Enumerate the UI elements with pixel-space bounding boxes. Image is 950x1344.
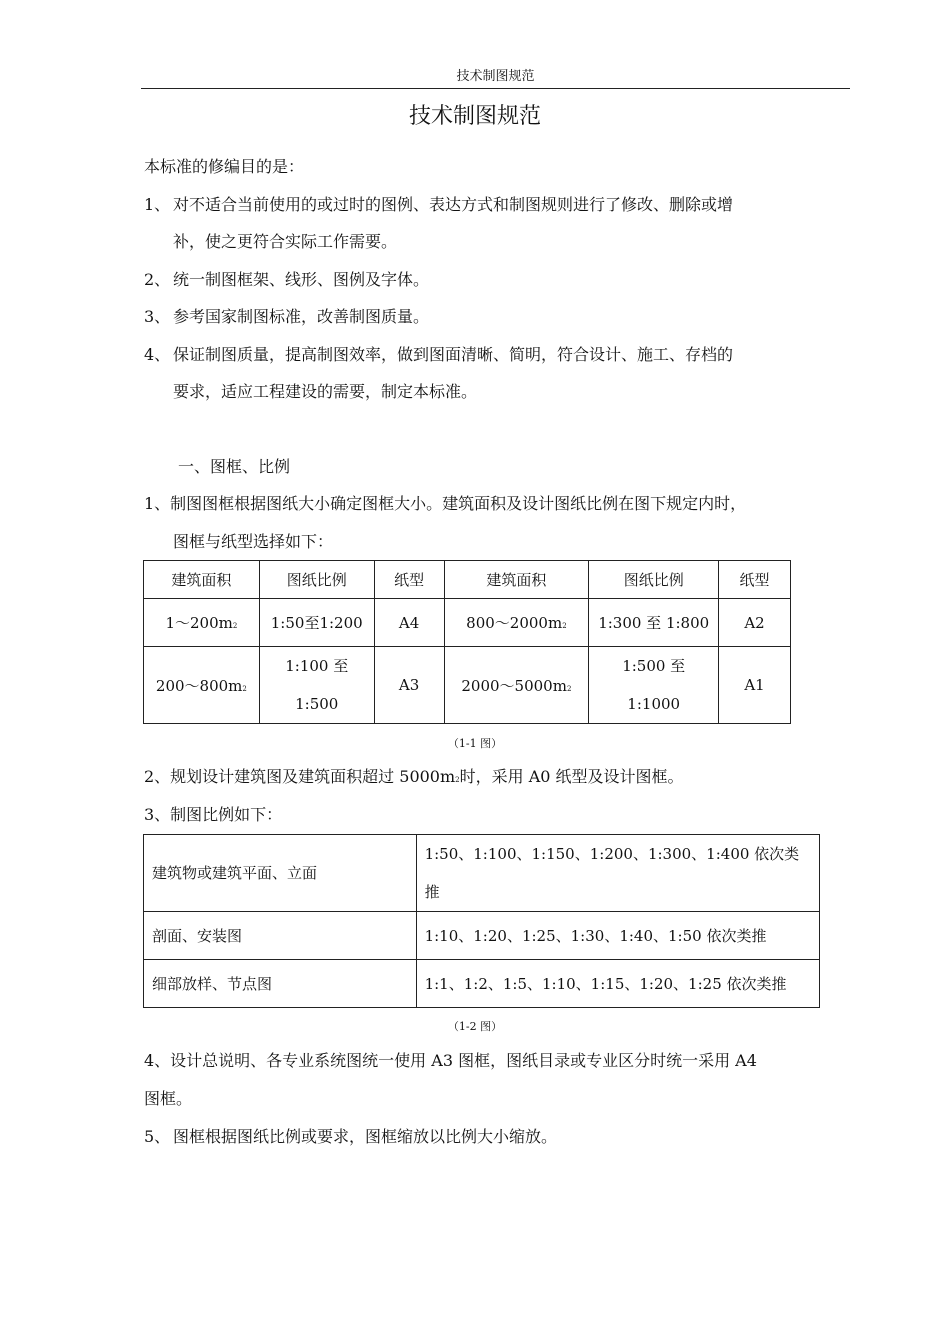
table-cell: 1:50至1:200	[259, 599, 374, 647]
item-4-cont: 图框。	[144, 1089, 193, 1108]
table-row	[144, 960, 820, 1008]
table-cell	[259, 647, 374, 724]
item-1: 1、制图图框根据图纸大小确定图框大小。建筑面积及设计图纸比例在图下规定内时，	[144, 494, 747, 513]
item-2-text: 时，采用 A0 纸型及设计图框。	[459, 767, 684, 786]
col-header: 纸型	[719, 561, 791, 599]
item-5-text: 图框根据图纸比例或要求，图框缩放以比例大小缩放。	[173, 1127, 558, 1146]
row-label: 建筑物或建筑平面、立面	[144, 835, 417, 912]
table-row	[144, 835, 820, 912]
table-row	[144, 912, 820, 960]
unit-superscript: 2	[566, 684, 572, 693]
row-value	[416, 835, 819, 912]
page-header	[141, 68, 850, 89]
unit-superscript: 2	[562, 622, 567, 630]
unit-superscript: 2	[232, 622, 238, 630]
scale-line: 1:1000	[627, 695, 681, 713]
purpose-4	[144, 343, 733, 367]
area-value: 200～800m	[155, 676, 243, 695]
unit-superscript: 2	[242, 684, 247, 693]
purpose-3	[144, 305, 429, 329]
table-caption: （1-2 图）	[447, 1020, 503, 1033]
item-5	[144, 1125, 557, 1149]
row-label: 剖面、安装图	[144, 912, 417, 960]
unit-superscript: 2	[455, 776, 460, 784]
purpose-num: 4、	[144, 345, 171, 364]
purpose-num: 2、	[144, 270, 171, 289]
col-header: 建筑面积	[144, 561, 260, 599]
scale-line: 1:500	[295, 695, 339, 713]
col-header: 图纸比例	[259, 561, 374, 599]
row-label: 细部放样、节点图	[144, 960, 417, 1008]
table-cell: 1:300 至 1:800	[589, 599, 719, 647]
purpose-2	[144, 268, 429, 292]
table-cell: A3	[374, 647, 444, 724]
area-value: 800～2000m	[466, 614, 563, 632]
purpose-text: 统一制图框架、线形、图例及字体。	[173, 270, 430, 289]
intro-text: 本标准的修编目的是：	[144, 157, 305, 176]
table-cell: A4	[374, 599, 444, 647]
table-cell	[444, 647, 589, 724]
section-heading: 一、图框、比例	[178, 457, 291, 476]
col-header: 建筑面积	[444, 561, 589, 599]
value-line: 推	[424, 883, 440, 901]
area-value: 1～200m	[165, 614, 233, 632]
value-line: 1:50、1:100、1:150、1:200、1:300、1:400 依次类	[424, 845, 800, 863]
scale-line: 1:100 至	[285, 657, 349, 675]
table-cell	[589, 647, 719, 724]
col-header: 纸型	[374, 561, 444, 599]
purpose-num: 1、	[144, 195, 171, 214]
purpose-1	[144, 193, 733, 217]
col-header: 图纸比例	[589, 561, 719, 599]
purpose-1-cont: 补，使之更符合实际工作需要。	[173, 232, 398, 251]
purpose-text: 保证制图质量，提高制图效率，做到图面清晰、简明，符合设计、施工、存档的	[173, 345, 734, 364]
row-value: 1:10、1:20、1:25、1:30、1:40、1:50 依次类推	[416, 912, 819, 960]
table-row	[144, 647, 791, 724]
table-cell: A2	[719, 599, 791, 647]
purpose-text: 参考国家制图标准，改善制图质量。	[173, 307, 430, 326]
table-cell	[144, 647, 260, 724]
table-caption: （1-1 图）	[447, 737, 503, 750]
paper-selection-table	[143, 560, 791, 724]
scale-line: 1:500 至	[622, 657, 686, 675]
table-cell	[444, 599, 589, 647]
table-cell	[144, 599, 260, 647]
item-num: 5、	[144, 1127, 171, 1146]
item-3: 3、制图比例如下：	[144, 805, 283, 824]
item-2	[144, 765, 684, 792]
table-cell: A1	[719, 647, 791, 724]
table-header-row	[144, 561, 791, 599]
purpose-num: 3、	[144, 307, 171, 326]
item-4: 4、设计总说明、各专业系统图统一使用 A3 图框，图纸目录或专业区分时统一采用 A4	[144, 1051, 757, 1070]
document-title: 技术制图规范	[408, 104, 541, 129]
header-text: 技术制图规范	[456, 69, 535, 84]
purpose-4-cont: 要求，适应工程建设的需要，制定本标准。	[173, 382, 478, 401]
item-2-text: 2、规划设计建筑图及建筑面积超过 5000m	[144, 767, 456, 786]
row-value: 1:1、1:2、1:5、1:10、1:15、1:20、1:25 依次类推	[416, 960, 819, 1008]
area-value: 2000～5000m	[461, 676, 567, 695]
scale-table	[143, 834, 820, 1008]
item-1-cont: 图框与纸型选择如下：	[173, 532, 334, 551]
table-row	[144, 599, 791, 647]
purpose-text: 对不适合当前使用的或过时的图例、表达方式和制图规则进行了修改、删除或增	[173, 195, 734, 214]
